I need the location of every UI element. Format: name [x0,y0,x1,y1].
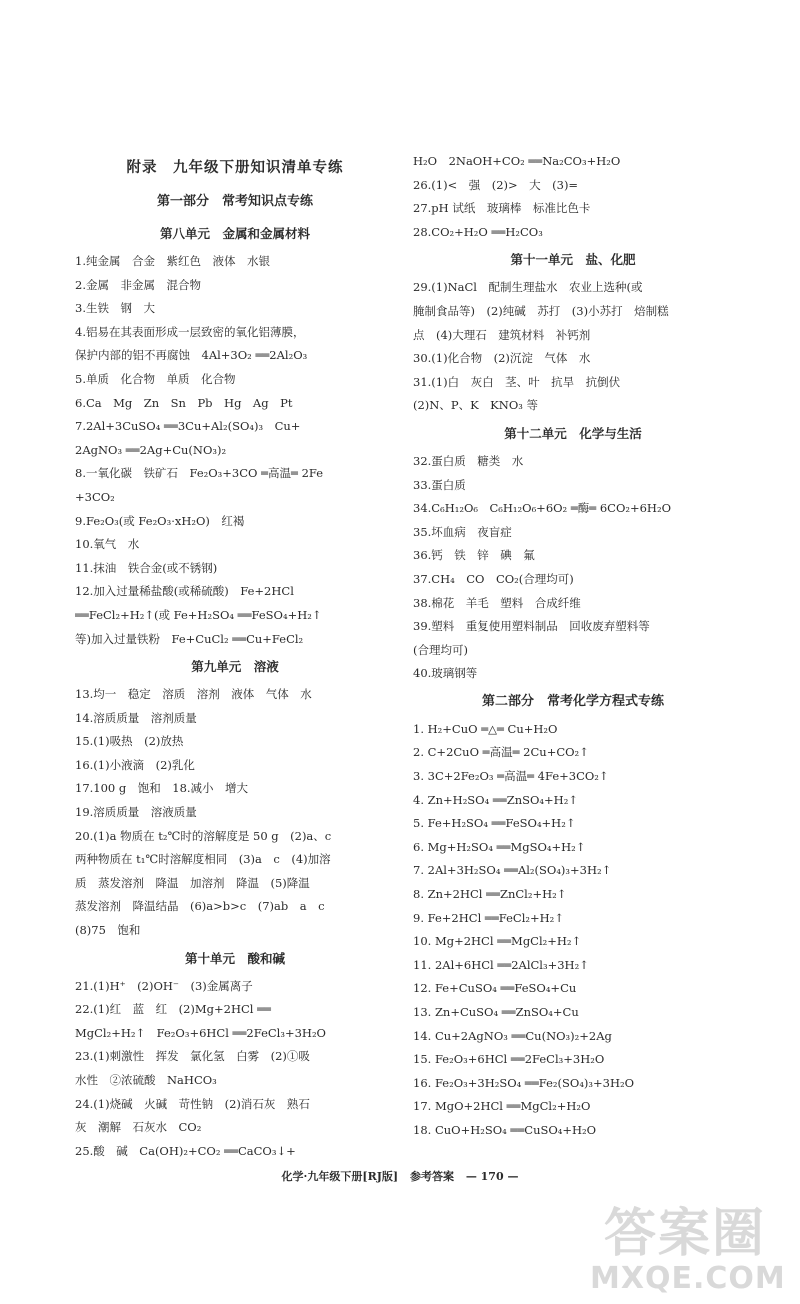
answer-line: 11.抹油 铁合金(或不锈钢) [75,560,218,575]
answer-line: 9. Fe+2HCl ══FeCl₂+H₂↑ [413,910,564,925]
answer-line: 2AgNO₃ ══2Ag+Cu(NO₃)₂ [75,442,227,457]
page-footer [0,1168,800,1184]
unit-heading: 第九单元 溶液 [191,659,279,675]
answer-line: 7. 2Al+3H₂SO₄ ══Al₂(SO₄)₃+3H₂↑ [413,863,612,878]
answer-line: 灰 潮解 石灰水 CO₂ [75,1120,202,1135]
unit-heading: 第八单元 金属和金属材料 [159,226,310,241]
footer-page-number: — 170 — [465,1170,519,1183]
answer-line: 16. Fe₂O₃+3H₂SO₄ ══Fe₂(SO₄)₃+3H₂O [413,1075,635,1090]
answer-line: 3. 3C+2Fe₂O₃ ═高温═ 4Fe+3CO₂↑ [413,769,609,784]
answer-line: 水性 ②浓硫酸 NaHCO₃ [75,1073,217,1087]
answer-line: 质 蒸发溶剂 降温 加溶剂 降温 (5)降温 [75,875,310,890]
answer-line: +3CO₂ [75,489,115,504]
answer-line: 2. C+2CuO ═高温═ 2Cu+CO₂↑ [413,745,589,760]
right-column [413,150,733,1143]
footer-subject: 化学·九年级下册[RJ版] [281,1170,399,1183]
answer-line: 18. CuO+H₂SO₄ ══CuSO₄+H₂O [413,1122,597,1137]
answer-line: 13. Zn+CuSO₄ ══ZnSO₄+Cu [413,1005,579,1019]
left-column [75,150,395,1163]
answer-line: 10.氧气 水 [75,537,140,552]
answer-line: 8.一氧化碳 铁矿石 Fe₂O₃+3CO ═高温═ 2Fe [75,466,324,481]
answer-line: 保护内部的铝不再腐蚀 4Al+3O₂ ══2Al₂O₃ [75,348,308,363]
answer-line: 15. Fe₂O₃+6HCl ══2FeCl₃+3H₂O [413,1052,605,1067]
answer-line: 29.(1)NaCl 配制生理盐水 农业上选种(或 [413,280,643,295]
answer-line: 28.CO₂+H₂O ══H₂CO₃ [413,224,543,239]
answer-line: 19.溶质质量 溶液质量 [75,805,197,820]
answer-line: 11. 2Al+6HCl ══2AlCl₃+3H₂↑ [413,957,589,972]
part-heading: 第一部分 常考知识点专练 [156,194,313,209]
answer-line: MgCl₂+H₂↑ Fe₂O₃+6HCl ══2FeCl₃+3H₂O [75,1025,326,1040]
answer-line: 40.玻璃钢等 [413,666,478,681]
answer-line: 蒸发溶剂 降温结晶 (6)a>b>c (7)ab a c [75,899,325,914]
answer-line: 16.(1)小液滴 (2)乳化 [75,757,195,772]
answer-line: 1.纯金属 合金 紫红色 液体 水银 [75,254,270,268]
answer-line: 23.(1)刺激性 挥发 氯化氢 白雾 (2)①吸 [75,1049,310,1064]
answer-line: 31.(1)白 灰白 茎、叶 抗旱 抗倒伏 [413,374,621,389]
answer-line: 37.CH₄ CO CO₂(合理均可) [413,571,574,586]
answer-line: 6.Ca Mg Zn Sn Pb Hg Ag Pt [75,395,293,410]
appendix-title: 附录 九年级下册知识清单专练 [126,159,344,176]
answer-line: (8)75 饱和 [75,923,141,938]
answer-line: 33.蛋白质 [413,477,466,492]
answer-line: 15.(1)吸热 (2)放热 [75,734,184,749]
answer-line: 两种物质在 t₁℃时溶解度相同 (3)a c (4)加溶 [75,852,331,867]
answer-line: 20.(1)a 物质在 t₂℃时的溶解度是 50 g (2)a、c [75,828,332,843]
watermark-logo-text: 答案圈 [603,1204,766,1264]
unit-heading: 第十一单元 盐、化肥 [510,252,636,268]
answer-line: 17. MgO+2HCl ══MgCl₂+H₂O [413,1099,591,1114]
answer-line: 34.C₆H₁₂O₆ C₆H₁₂O₆+6O₂ ═酶═ 6CO₂+6H₂O [413,501,672,516]
answer-line: 1. H₂+CuO ═△═ Cu+H₂O [413,721,558,736]
answer-line: 17.100 g 饱和 18.减小 增大 [75,781,249,796]
answer-line: 14.溶质质量 溶剂质量 [75,710,197,725]
answer-line: 36.钙 铁 锌 碘 氟 [413,548,535,563]
answer-line: 21.(1)H⁺ (2)OH⁻ (3)金属离子 [75,978,253,993]
answer-line: 27.pH 试纸 玻璃棒 标准比色卡 [413,201,591,216]
answer-line: (合理均可) [413,642,468,657]
answer-line: 35.坏血病 夜盲症 [413,524,512,539]
answer-line: 38.棉花 羊毛 塑料 合成纤维 [413,595,581,610]
answer-line: 9.Fe₂O₃(或 Fe₂O₃·xH₂O) 红褐 [75,513,245,528]
answer-line: 2.金属 非金属 混合物 [75,277,201,292]
answer-line: 8. Zn+2HCl ══ZnCl₂+H₂↑ [413,887,567,902]
answer-line: 26.(1)< 强 (2)> 大 (3)= [413,177,579,192]
unit-heading: 第十单元 酸和碱 [184,950,285,966]
answer-line: 7.2Al+3CuSO₄ ══3Cu+Al₂(SO₄)₃ Cu+ [75,419,301,434]
answer-line: H₂O 2NaOH+CO₂ ══Na₂CO₃+H₂O [413,154,621,168]
answer-line: 4. Zn+H₂SO₄ ══ZnSO₄+H₂↑ [413,792,578,807]
answer-line: 3.生铁 钢 大 [75,301,155,316]
answer-line: 点 (4)大理石 建筑材料 补钙剂 [413,327,591,342]
answer-line: 12.加入过量稀盐酸(或稀硫酸) Fe+2HCl [75,584,294,599]
watermark-logo [590,1204,786,1300]
answer-line: 25.酸 碱 Ca(OH)₂+CO₂ ══CaCO₃↓+ [75,1143,296,1158]
answer-line: 10. Mg+2HCl ══MgCl₂+H₂↑ [413,934,582,949]
answer-line: 6. Mg+H₂SO₄ ══MgSO₄+H₂↑ [413,839,586,854]
answer-line: 5. Fe+H₂SO₄ ══FeSO₄+H₂↑ [413,816,576,831]
answer-line: 4.铝易在其表面形成一层致密的氧化铝薄膜， [75,324,305,339]
answer-line: 39.塑料 重复使用塑料制品 回收废弃塑料等 [413,619,650,634]
answer-line: 12. Fe+CuSO₄ ══FeSO₄+Cu [413,981,577,996]
answer-line: ══FeCl₂+H₂↑(或 Fe+H₂SO₄ ══FeSO₄+H₂↑ [75,607,322,622]
footer-section: 参考答案 [409,1170,454,1183]
answer-line: 5.单质 化合物 单质 化合物 [75,371,236,386]
answer-line: 等)加入过量铁粉 Fe+CuCl₂ ══Cu+FeCl₂ [75,631,304,646]
answer-line: 22.(1)红 蓝 红 (2)Mg+2HCl ══ [75,1002,271,1017]
part-heading: 第二部分 常考化学方程式专练 [481,693,664,709]
watermark-url: MXQE.COM [590,1261,786,1296]
answer-line: 13.均一 稳定 溶质 溶剂 液体 气体 水 [75,687,312,702]
answer-line: 24.(1)烧碱 火碱 苛性钠 (2)消石灰 熟石 [75,1096,310,1111]
answer-line: 腌制食品等) (2)纯碱 苏打 (3)小苏打 焙制糕 [413,303,669,318]
answer-line: 30.(1)化合物 (2)沉淀 气体 水 [413,351,591,366]
answer-line: (2)N、P、K KNO₃ 等 [413,398,539,413]
unit-heading: 第十二单元 化学与生活 [504,425,642,441]
answer-line: 14. Cu+2AgNO₃ ══Cu(NO₃)₂+2Ag [413,1028,612,1043]
answer-line: 32.蛋白质 糖类 水 [413,453,524,468]
